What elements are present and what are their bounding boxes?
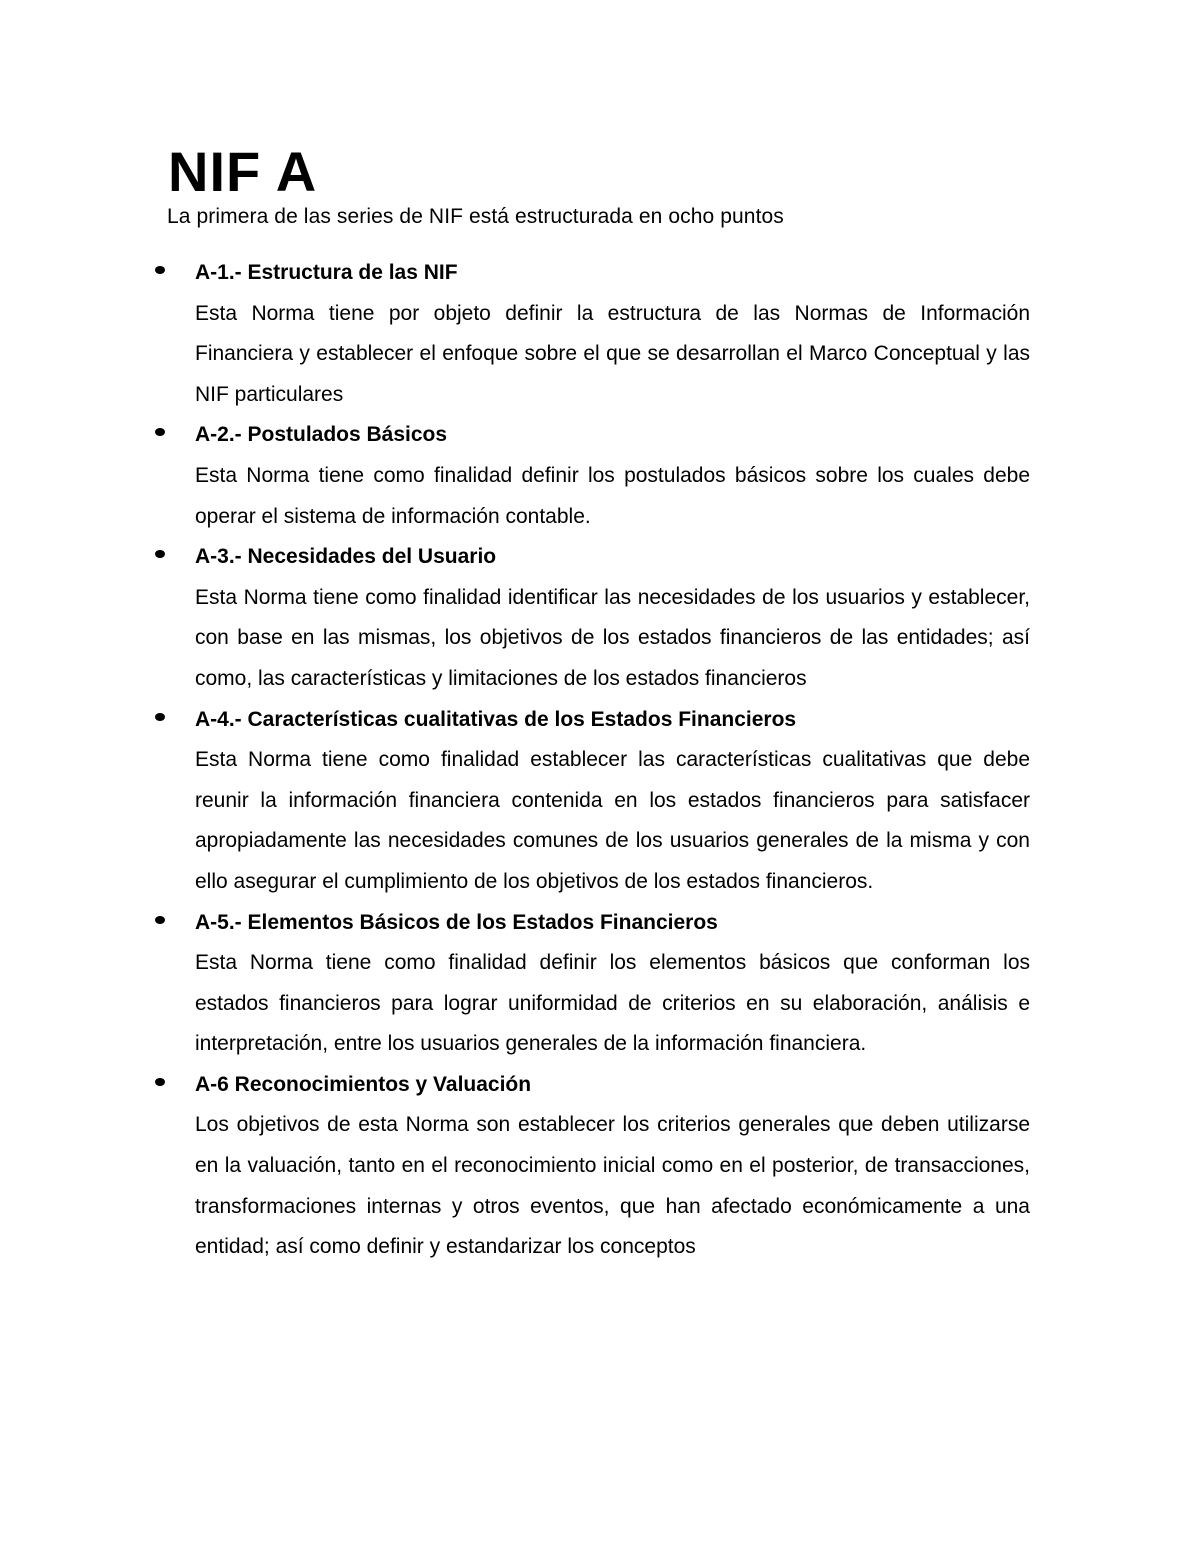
section-heading: A-6 Reconocimientos y Valuación bbox=[195, 1072, 532, 1096]
section-a3 bbox=[0, 537, 1200, 699]
bullet-icon bbox=[155, 550, 165, 558]
bullet-icon bbox=[155, 1078, 165, 1086]
section-a6 bbox=[0, 1065, 1200, 1268]
section-heading: A-5.- Elementos Básicos de los Estados Financieros bbox=[195, 910, 718, 934]
section-a2 bbox=[0, 415, 1200, 537]
bullet-icon bbox=[155, 428, 165, 436]
section-a4 bbox=[0, 700, 1200, 903]
section-heading: A-3.- Necesidades del Usuario bbox=[195, 545, 497, 569]
section-body: Los objetivos de esta Norma son establecer los criterios generales que deben utilizarse en la valuación, tanto en el reconocimiento inicial como en el posterior, de transacciones, transformaciones internas y otros eventos, que han afectado económicamente a una entidad; así como definir y estandarizar los conceptos bbox=[195, 1113, 1030, 1259]
section-body: Esta Norma tiene como finalidad definir los elementos básicos que conforman los estados financieros para lograr uniformidad de criterios en su elaboración, análisis e interpretación, entre los usuarios generales de la información financiera. bbox=[195, 951, 1030, 1056]
section-body: Esta Norma tiene por objeto definir la estructura de las Normas de Información Financiera y establecer el enfoque sobre el que se desarrollan el Marco Conceptual y las NIF particulares bbox=[195, 301, 1030, 406]
section-heading: A-1.- Estructura de las NIF bbox=[195, 261, 458, 284]
bullet-icon bbox=[155, 713, 165, 721]
bullet-icon bbox=[155, 916, 165, 924]
section-list bbox=[0, 253, 1200, 1268]
section-body: Esta Norma tiene como finalidad identificar las necesidades de los usuarios y establecer, con base en las mismas, los objetivos de los estados financieros de las entidades; así como, las características y limitaciones de los estados financieros bbox=[195, 585, 1030, 690]
section-body: Esta Norma tiene como finalidad definir los postulados básicos sobre los cuales debe operar el sistema de información contable. bbox=[195, 463, 1030, 528]
document-subtitle: La primera de las series de NIF está estructurada en ocho puntos bbox=[167, 205, 784, 228]
section-a1 bbox=[0, 253, 1200, 415]
section-body: Esta Norma tiene como finalidad establecer las características cualitativas que debe reunir la información financiera contenida en los estados financieros para satisfacer apropiadamente las necesidades comunes de los usuarios generales de la misma y con ello asegurar el cumplimiento de los objetivos de los estados financieros. bbox=[195, 748, 1030, 893]
document-title: NIF A bbox=[168, 140, 318, 203]
section-a5 bbox=[0, 903, 1200, 1065]
section-heading: A-4.- Características cualitativas de los Estados Financieros bbox=[195, 707, 797, 731]
bullet-icon bbox=[155, 266, 165, 274]
section-heading: A-2.- Postulados Básicos bbox=[195, 423, 448, 447]
